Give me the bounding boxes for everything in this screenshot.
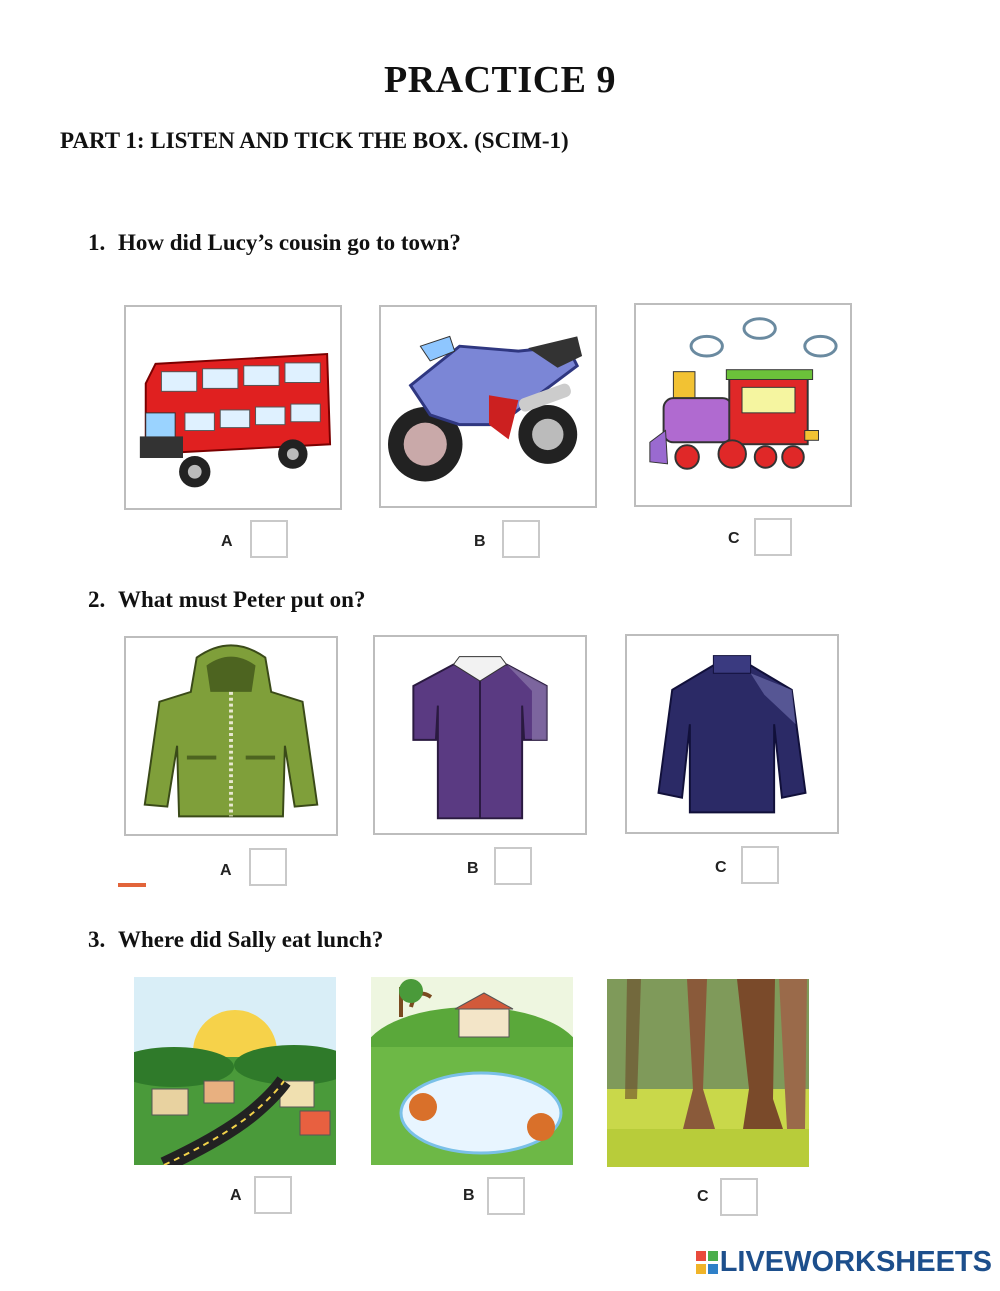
- motorbike-icon: [388, 336, 582, 481]
- jacket-icon: [145, 645, 317, 816]
- shirt-icon: [413, 657, 546, 819]
- answer-box-3c[interactable]: [720, 1178, 758, 1216]
- answer-box-1a[interactable]: [250, 520, 288, 558]
- sweater-picture: [625, 634, 839, 834]
- page-title: PRACTICE 9: [384, 59, 616, 101]
- town-picture: [134, 977, 336, 1165]
- part-heading: PART 1: LISTEN AND TICK THE BOX. (SCIM-1): [60, 128, 569, 153]
- option-letter: A: [230, 1187, 242, 1204]
- jacket-picture: [124, 636, 338, 836]
- option-letter: B: [474, 533, 486, 550]
- forest-icon: [607, 979, 809, 1167]
- question-1: [88, 230, 461, 256]
- train-icon: [650, 319, 836, 469]
- option-letter: C: [697, 1188, 709, 1205]
- lake-icon: [371, 977, 573, 1165]
- sweater-icon: [659, 656, 806, 813]
- answer-box-3b[interactable]: [487, 1177, 525, 1215]
- answer-box-1c[interactable]: [754, 518, 792, 556]
- brand-name: LIVEWORKSHEETS: [719, 1246, 992, 1278]
- orange-mark: [118, 883, 146, 887]
- question-text: Where did Sally eat lunch?: [118, 927, 384, 952]
- option-letter: A: [220, 862, 232, 879]
- option-letter: A: [221, 533, 233, 550]
- brand-footer: [696, 1246, 992, 1279]
- town-icon: [134, 977, 336, 1165]
- question-number: 3.: [88, 927, 106, 952]
- option-letter: C: [728, 530, 740, 547]
- question-3: [88, 927, 383, 953]
- answer-box-1b[interactable]: [502, 520, 540, 558]
- answer-box-2a[interactable]: [249, 848, 287, 886]
- question-number: 1.: [88, 230, 106, 255]
- bus-icon: [140, 354, 330, 487]
- answer-box-3a[interactable]: [254, 1176, 292, 1214]
- lake-picture: [371, 977, 573, 1165]
- question-number: 2.: [88, 587, 106, 612]
- shirt-picture: [373, 635, 587, 835]
- option-letter: B: [463, 1187, 475, 1204]
- motorbike-picture: [379, 305, 597, 508]
- train-picture: [634, 303, 852, 507]
- answer-box-2c[interactable]: [741, 846, 779, 884]
- forest-picture: [607, 979, 809, 1167]
- answer-box-2b[interactable]: [494, 847, 532, 885]
- question-text: How did Lucy’s cousin go to town?: [118, 230, 461, 255]
- liveworksheets-logo-icon: [696, 1251, 718, 1275]
- option-letter: C: [715, 859, 727, 876]
- question-2: [88, 587, 365, 613]
- option-letter: B: [467, 860, 479, 877]
- question-text: What must Peter put on?: [118, 587, 366, 612]
- bus-picture: [124, 305, 342, 510]
